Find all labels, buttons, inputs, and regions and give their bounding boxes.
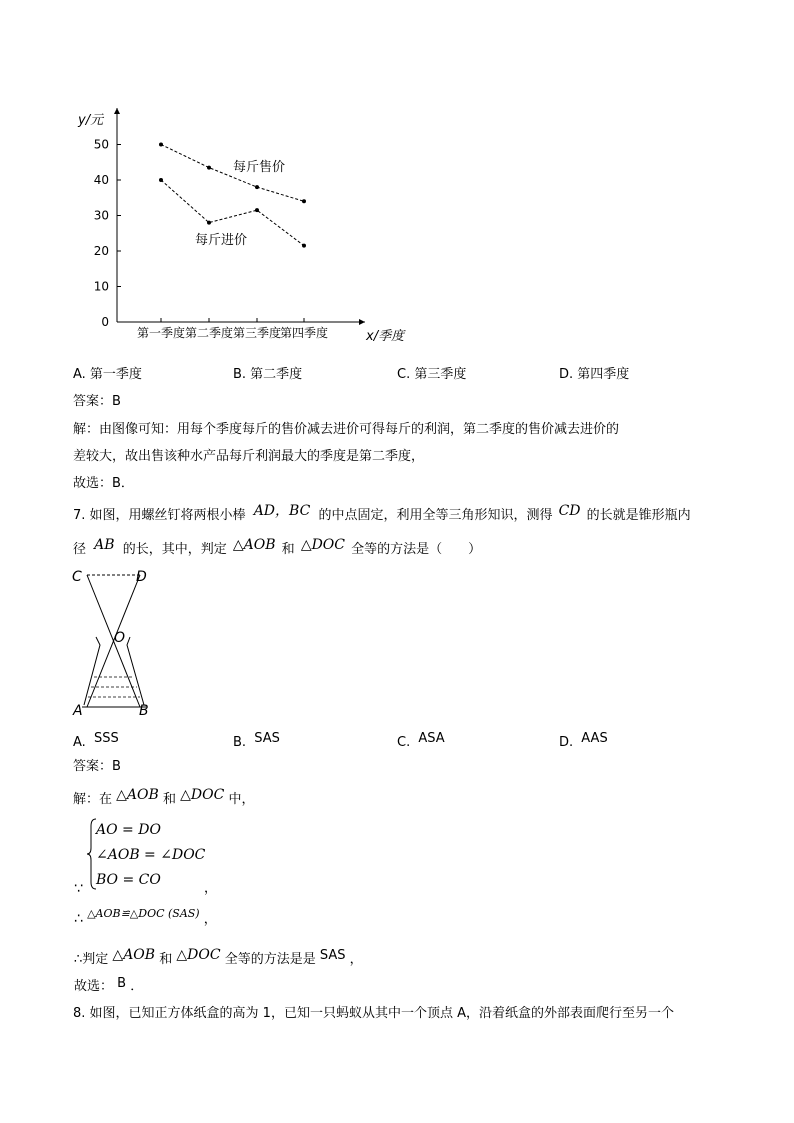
choose-end: ． (130, 979, 144, 994)
conical-flask-figure (70, 565, 170, 720)
q7-stem-text: 的长就是锥形瓶内 (586, 508, 691, 523)
data-point (255, 208, 259, 212)
congruence-comma: ， (203, 912, 217, 927)
point-label-b: B (139, 703, 149, 719)
q7-final-line (74, 947, 363, 969)
series-label-purchase-price: 每斤进价 (195, 233, 248, 248)
final-text: 和 (159, 952, 173, 967)
therefore-symbol: ∴ (74, 911, 83, 927)
equation-line-1: AO = DO (96, 822, 161, 838)
q7-stem-text: 的长，其中，判定 (122, 542, 227, 557)
q7-sol-text: 解：在 (73, 792, 113, 807)
q7-congruence-line (74, 907, 217, 929)
line-chart (60, 100, 420, 350)
choose-text: 故选： (74, 979, 114, 994)
q7-option-c-letter: C. (397, 735, 411, 750)
q7-option-c (397, 730, 445, 748)
q7-solution-intro (73, 787, 255, 809)
final-comma: ， (349, 952, 363, 967)
q7-sol-triangle-doc: △DOC (180, 787, 225, 803)
q6-solution-line2: 差较大，故出售该种水产品每斤利润最大的季度是第二季度， (73, 449, 425, 464)
q7-stem-text: 7. 如图，用螺丝钉将两根小棒 (73, 508, 246, 523)
equation-line-3: BO = CO (96, 872, 161, 888)
x-tick-label: 第四季度 (279, 326, 329, 340)
y-tick-label: 30 (93, 208, 109, 223)
final-text: ∴判定 (74, 952, 109, 967)
q7-stem-text: 和 (281, 542, 295, 557)
data-point (159, 143, 163, 147)
q7-option-b (233, 730, 280, 748)
data-point (207, 221, 211, 225)
final-triangle-doc: △DOC (176, 947, 221, 963)
q7-option-b-letter: B. (233, 735, 247, 750)
q7-stem-line1 (73, 503, 691, 525)
y-axis-arrow (114, 108, 120, 114)
q7-option-a (73, 730, 119, 748)
y-tick-label: 10 (93, 279, 109, 294)
y-tick-label: 20 (93, 244, 109, 258)
because-symbol: ∵ (74, 881, 83, 897)
q6-choose: 故选：B． (73, 476, 134, 491)
q7-triangle-doc: △DOC (300, 537, 345, 553)
data-point (302, 199, 306, 203)
point-label-d: D (136, 569, 147, 585)
final-method-sas: SAS (319, 948, 346, 963)
q6-option-a: A. 第一季度 (73, 367, 142, 382)
q6-option-d: D. 第四季度 (559, 367, 630, 382)
q6-solution-line1: 解：由图像可知：用每个季度每斤的售价减去进价可得每斤的利润，第二季度的售价减去进价的 (73, 422, 620, 437)
x-tick-label: 第二季度 (184, 326, 234, 340)
q7-var-cd: CD (558, 503, 581, 519)
q7-stem-line2 (73, 537, 482, 559)
q7-stem-text: 径 (73, 542, 87, 557)
q7-answer: 答案：B (73, 759, 121, 774)
q7-option-d-text: AAS (581, 731, 608, 746)
q7-triangle-aob: △AOB (232, 537, 276, 553)
point-label-o: O (114, 630, 126, 646)
chart-axes (114, 108, 365, 325)
point-label-c: C (72, 569, 82, 585)
data-point (159, 178, 163, 182)
x-axis-arrow (359, 319, 365, 325)
q7-sol-text: 和 (162, 792, 176, 807)
system-comma: ， (204, 881, 218, 896)
q7-option-d (559, 730, 608, 748)
q7-stem-text: 全等的方法是（ ） (351, 542, 482, 557)
q6-option-c: C. 第三季度 (397, 367, 467, 382)
data-point (255, 185, 259, 189)
x-tick-label: 第三季度 (232, 326, 282, 340)
y-tick-label: 50 (93, 137, 109, 152)
choose-letter: B (117, 976, 127, 991)
y-tick-label: 40 (93, 173, 109, 187)
q7-sol-text: 中， (228, 792, 255, 807)
x-axis-label: x/季度 (366, 329, 405, 344)
y-tick-label: 0 (101, 315, 109, 329)
q7-option-d-letter: D. (559, 735, 574, 750)
q7-choose (74, 978, 143, 996)
q6-option-b: B. 第二季度 (233, 367, 303, 382)
q7-option-b-text: SAS (254, 731, 280, 746)
y-axis-label: y/元 (78, 113, 104, 128)
equation-line-2: ∠AOB = ∠DOC (96, 847, 206, 863)
q7-var-ad-bc: AD，BC (253, 503, 311, 519)
final-triangle-aob: △AOB (112, 947, 156, 963)
congruence-statement: △AOB≌△DOC (SAS) (87, 907, 200, 920)
equation-system (96, 818, 205, 893)
q7-stem-text: 的中点固定，利用全等三角形知识，测得 (318, 508, 553, 523)
q7-var-ab: AB (94, 537, 115, 553)
q7-option-c-text: ASA (418, 731, 445, 746)
final-text: 全等的方法是是 (224, 952, 316, 967)
series-label-selling-price: 每斤售价 (233, 160, 286, 175)
q7-sol-triangle-aob: △AOB (116, 787, 159, 803)
q6-answer: 答案：B (73, 394, 121, 409)
q7-option-a-text: SSS (93, 731, 119, 746)
q7-option-a-letter: A. (73, 735, 86, 750)
x-tick-label: 第一季度 (136, 326, 186, 340)
data-point (302, 244, 306, 248)
q8-stem-line1: 8. 如图，已知正方体纸盒的高为 1，已知一只蚂蚁从其中一个顶点 A，沿着纸盒的外部表面爬行至另一个 (73, 1006, 674, 1021)
point-label-a: A (73, 703, 83, 719)
data-point (207, 166, 211, 170)
chart-series (159, 143, 306, 248)
